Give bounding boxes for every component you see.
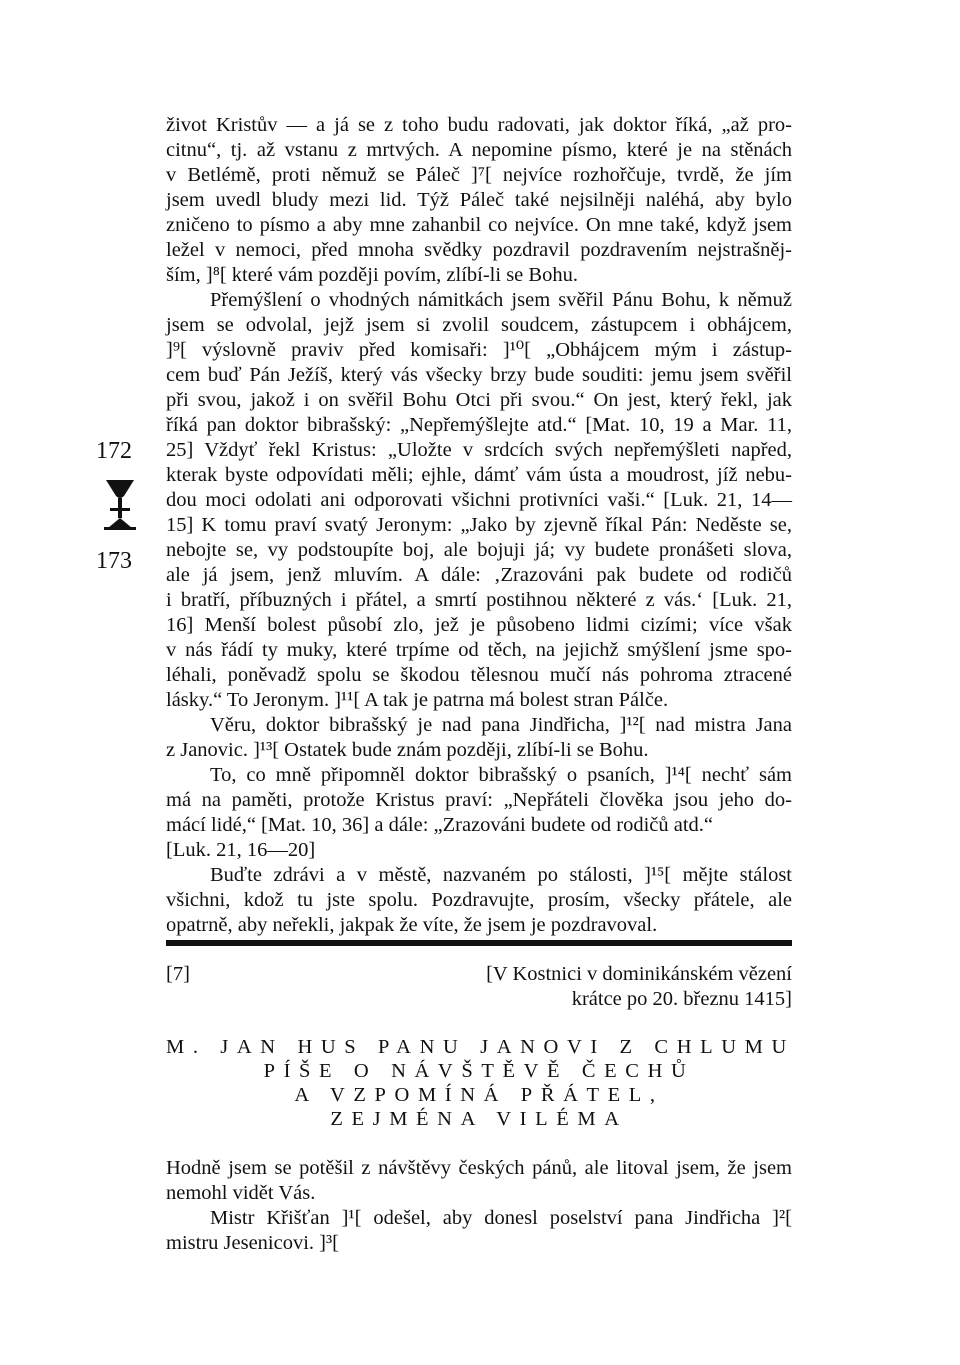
text-line: 25] Vždyť řekl Kristus: „Uložte v srdcích svých nepřemýšleti napřed,	[166, 439, 792, 461]
text-line: Mistr Křišťan ]¹[ odešel, aby donesl poselství pana Jindřicha ]²[	[210, 1207, 792, 1229]
text-line: Hodně jsem se potěšil z návštěvy českých pánů, ale litoval jsem, že jsem	[166, 1157, 792, 1179]
text-line: Věru, doktor bibrašský je nad pana Jindřicha, ]¹²[ nad mistra Jana	[210, 714, 792, 736]
text-line: ale já jsem, jenž mluvím. A dále: ‚Zrazováni pak budete od rodičů	[166, 564, 792, 586]
margin-page-number-bottom: 173	[96, 548, 132, 574]
text-line: z Janovic. ]¹³[ Ostatek bude znám později, zlíbí-li se Bohu.	[166, 739, 649, 761]
text-line: život Kristův — a já se z toho budu radovati, jak doktor říká, „až pro-	[166, 114, 792, 136]
text-line: jsem se odvolal, jejž jsem si zvolil soudcem, zástupcem i obhájcem,	[166, 314, 792, 336]
text-line: ším, ]⁸[ které vám později povím, zlíbí-li se Bohu.	[166, 264, 578, 286]
letter-place-line-2: krátce po 20. březnu 1415]	[571, 988, 792, 1010]
text-line: dou moci odolati ani odporovati všichni protivníci vaši.“ [Luk. 21, 14—	[166, 489, 792, 511]
text-line: jsem uvedl bludy mezi lid. Týž Páleč také nejsilněji naléhá, aby bylo	[166, 189, 792, 211]
text-line: v nás řádí ty muky, které trpíme od těch, na jejichž smýšlení jsme spo-	[166, 639, 792, 661]
text-line: všichni, kdož tu jste spolu. Pozdravujte, prosím, všecky přátele, ale	[166, 889, 792, 911]
chalice-icon	[100, 478, 140, 532]
text-line: nebojte se, vy podstoupíte boj, ale bojuji já; vy budete pronášeti slova,	[166, 539, 792, 561]
text-line: cem buď Pán Ježíš, který vás všecky brzy bude souditi: jemu jsem svěřil	[166, 364, 792, 386]
text-line: i bratří, příbuzných i přátel, a smrtí postihnou některé z vás.‘ [Luk. 21,	[166, 589, 792, 611]
text-line: mistru Jesenicovi. ]³[	[166, 1232, 339, 1254]
margin-page-number-top: 172	[96, 438, 132, 464]
letter-place-line-1: [V Kostnici v dominikánském vězení	[486, 963, 792, 985]
text-line: nemohl vidět Vás.	[166, 1182, 316, 1204]
text-line: lásky.“ To Jeronym. ]¹¹[ A tak je patrna má bolest stran Pálče.	[166, 689, 669, 711]
text-line: mácí lidé,“ [Mat. 10, 36] a dále: „Zrazováni budete od rodičů atd.“	[166, 814, 714, 836]
letter-number: [7]	[166, 963, 190, 985]
text-line: citnu“, tj. až vstanu z mrtvých. A nepomine písmo, které je na stěnách	[166, 139, 792, 161]
letter-title-line: A VZPOMÍNÁ PŘÁTEL,	[294, 1084, 664, 1106]
letter-title-line: M. JAN HUS PANU JANOVI Z CHLUMU	[166, 1036, 795, 1058]
text-line: 15] K tomu praví svatý Jeronym: „Jako by zjevně říkal Pán: Neděste se,	[166, 514, 792, 536]
text-line: To, co mně připomněl doktor bibrašský o psaních, ]¹⁴[ nechť sám	[210, 764, 792, 786]
text-line: v Betlémě, proti němuž se Páleč ]⁷[ nejvíce rozhořčuje, tvrdě, že jím	[166, 164, 792, 186]
text-line: opatrně, aby neřekli, jakpak že víte, že jsem je pozdravoval.	[166, 914, 658, 936]
text-line: ]⁹[ výslovně praviv před komisaři: ]¹⁰[ „Obhájcem mým i zástup-	[166, 339, 792, 361]
text-line: při svou, jakož i on svěřil Bohu Otci při svou.“ On jest, který řekl, jak	[166, 389, 792, 411]
text-line: [Luk. 21, 16—20]	[166, 839, 316, 861]
text-line: má na paměti, protože Kristus praví: „Nepřáteli člověka jsou jeho do-	[166, 789, 792, 811]
text-line: Buďte zdrávi a v městě, nazvaném po stálosti, ]¹⁵[ mějte stálost	[210, 864, 792, 886]
text-line: ležel v nemoci, před mnoha svědky pozdravil pozdravením nejstrašněj-	[166, 239, 792, 261]
text-line: léhali, poněvadž spolu se škodou tělesnou mučí nás pohroma ztracené	[166, 664, 792, 686]
section-divider	[166, 940, 792, 946]
text-line: 16] Menší bolest působí zlo, jež je působeno lidmi cizími; více však	[166, 614, 792, 636]
text-line: říká pan doktor bibrašský: „Nepřemýšlejte atd.“ [Mat. 10, 19 a Mar. 11,	[166, 414, 792, 436]
text-line: Přemýšlení o vhodných námitkách jsem svěřil Pánu Bohu, k němuž	[210, 289, 792, 311]
text-line: kterak byste odpovídati měli; ejhle, dámť vám ústa a moudrost, jíž nebu-	[166, 464, 792, 486]
letter-title-line: ZEJMÉNA VILÉMA	[330, 1108, 628, 1130]
text-line: zničeno to písmo a aby mne zahanbil co nejvíce. On mne také, když jsem	[166, 214, 792, 236]
letter-title-line: PÍŠE O NÁVŠTĚVĚ ČECHŮ	[263, 1060, 695, 1082]
